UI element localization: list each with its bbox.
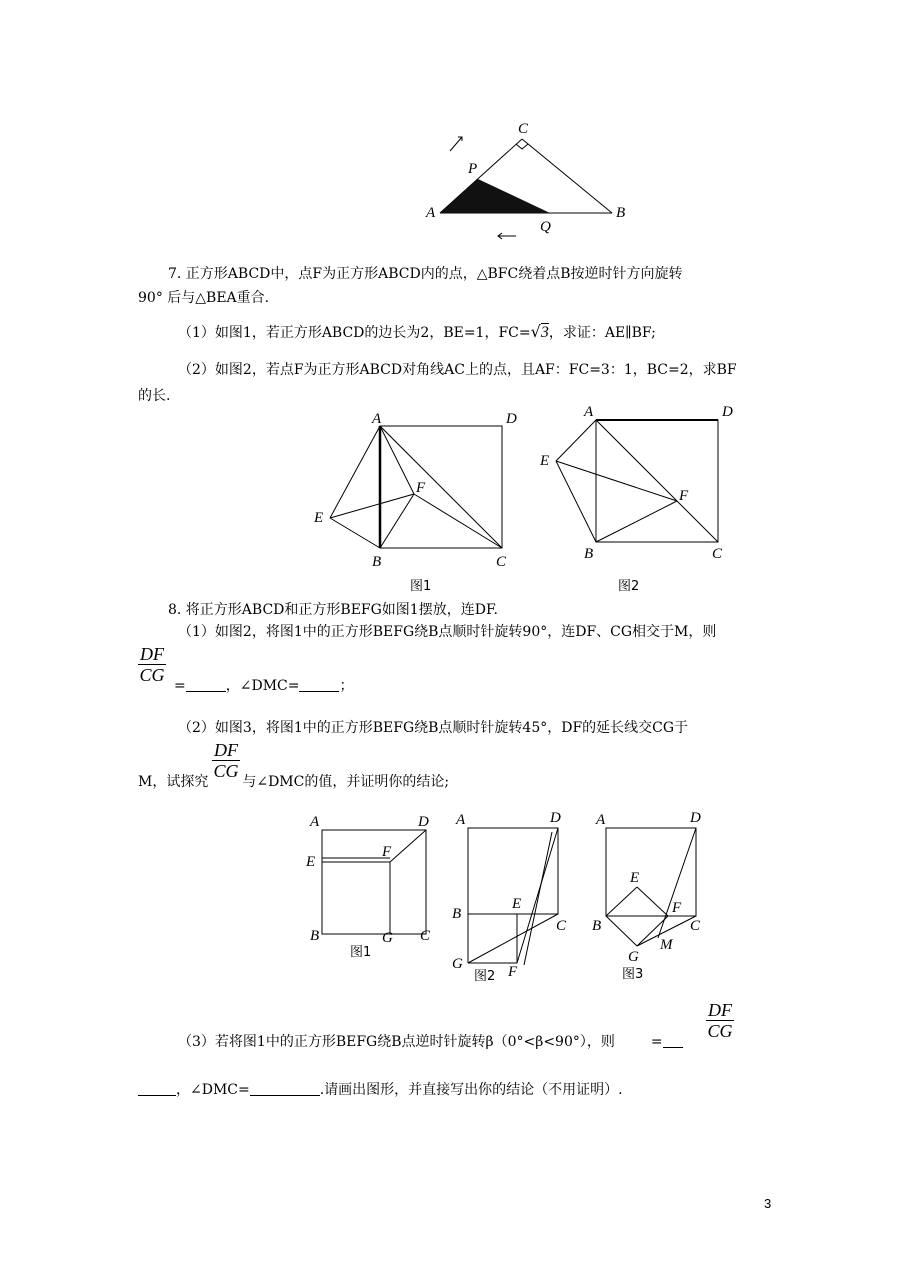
q8-part2-line1: （2）如图3，将图1中的正方形BEFG绕B点顺时针旋转45°，DF的延长线交CG于: [178, 720, 689, 736]
g1-label-G: G: [382, 930, 393, 946]
label-Q: Q: [540, 219, 551, 235]
q8-figures: [300, 808, 720, 990]
fig8-caption-1: 图1: [350, 945, 372, 960]
fraction-df-cg-3: $\frac{DF}{CG}$: [707, 1000, 733, 1041]
answer-blank-angle-3[interactable]: [250, 1081, 320, 1096]
f1-label-F: F: [416, 480, 426, 496]
g1-label-C: C: [420, 928, 431, 944]
f1-label-D: D: [506, 411, 517, 427]
q8-line1: 8. 将正方形ABCD和正方形BEFG如图1摆放，连DF.: [168, 602, 498, 618]
g3-label-G: G: [628, 949, 639, 965]
g2-label-A: A: [456, 812, 466, 828]
sqrt-value: 3: [540, 324, 549, 341]
label-B: B: [616, 205, 626, 221]
q7-part2-line1: （2）如图2，若点F为正方形ABCD对角线AC上的点，且AF：FC=3：1，BC=2，求BF: [178, 362, 737, 378]
f2-label-B: B: [584, 546, 594, 562]
g3-label-E: E: [630, 870, 640, 886]
f1-label-B: B: [372, 554, 382, 570]
answer-blank-ratio-1[interactable]: [186, 677, 226, 692]
g3-label-A: A: [596, 812, 606, 828]
q7-part2-line2: 的长.: [138, 388, 171, 404]
g2-label-B: B: [452, 906, 462, 922]
fig8-caption-2: 图2: [474, 969, 496, 984]
page-number: 3: [764, 1196, 772, 1211]
q8-part1-answers: = ，∠DMC= ；: [174, 678, 354, 694]
g1-label-E: E: [306, 854, 316, 870]
g3-label-C: C: [690, 918, 701, 934]
g3-label-M: M: [660, 937, 673, 953]
triangle-figure: [420, 115, 630, 245]
f1-label-A: A: [372, 411, 382, 427]
g2-label-D: D: [550, 810, 561, 826]
fraction-df-cg-1: $\frac{DF}{CG}$: [139, 644, 165, 685]
label-P: P: [468, 161, 478, 177]
f1-label-E: E: [314, 510, 324, 526]
q7-figures: [310, 400, 750, 600]
fig8-caption-3: 图3: [622, 967, 644, 982]
fig7-caption-1: 图1: [410, 579, 432, 594]
g3-label-D: D: [690, 810, 701, 826]
g1-label-D: D: [418, 814, 429, 830]
f2-label-D: D: [722, 404, 733, 420]
g2-label-F: F: [508, 964, 518, 980]
f2-label-E: E: [540, 453, 550, 469]
g1-label-A: A: [310, 814, 320, 830]
g3-label-F: F: [672, 900, 682, 916]
label-C: C: [518, 121, 529, 137]
f2-label-A: A: [584, 404, 594, 420]
f1-label-C: C: [496, 554, 507, 570]
g1-label-F: F: [382, 844, 392, 860]
answer-blank-ratio-3a[interactable]: [663, 1033, 683, 1048]
q8-part1: （1）如图2，将图1中的正方形BEFG绕B点顺时针旋转90°，连DF、CG相交于M，则: [178, 624, 717, 640]
q8-part3-line1: （3）若将图1中的正方形BEFG绕B点逆时针旋转β（0°<β<90°），则 =: [178, 1032, 683, 1052]
answer-blank-ratio-3b[interactable]: [138, 1081, 176, 1096]
f2-label-F: F: [679, 488, 689, 504]
answer-blank-angle-1[interactable]: [299, 677, 339, 692]
q7-part1: （1）如图1，若正方形ABCD的边长为2，BE=1，FC=√3，求证：AE∥BF;: [178, 322, 656, 341]
fig7-caption-2: 图2: [618, 579, 640, 594]
g2-label-E: E: [512, 896, 522, 912]
label-A: A: [426, 205, 436, 221]
q8-part2-line2: M，试探究 与∠DMC的值，并证明你的结论;: [138, 774, 450, 790]
q8-part3-line2: ，∠DMC= .请画出图形，并直接写出你的结论（不用证明）.: [138, 1080, 623, 1100]
q7-line1: 7. 正方形ABCD中，点F为正方形ABCD内的点，△BFC绕着点B按逆时针方向旋转: [168, 266, 683, 282]
g2-label-G: G: [452, 956, 463, 972]
g1-label-B: B: [310, 928, 320, 944]
fraction-df-cg-2: $\frac{DF}{CG}$: [213, 740, 239, 781]
g3-label-B: B: [592, 918, 602, 934]
g2-label-C: C: [556, 918, 567, 934]
q7-line2: 90° 后与△BEA重合.: [138, 290, 270, 306]
f2-label-C: C: [712, 546, 723, 562]
